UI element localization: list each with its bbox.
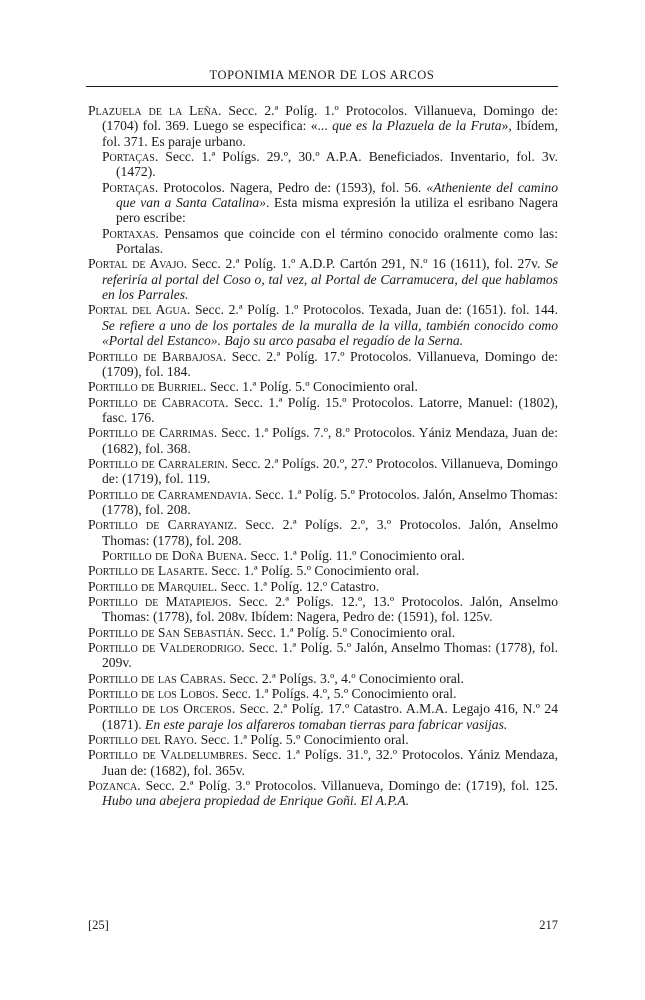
entry-text: . Secc. 1.ª Polígs. 29.º, 30.º A.P.A. Beneficiados. Inventario, fol. 3v. (1472). xyxy=(116,149,558,180)
entry-text: . Secc. 2.ª Polígs. 3.º, 4.º Conocimiento oral. xyxy=(222,670,464,686)
entry-text: . Secc. 2.ª Polígs. 20.º, 27.º Protocolos. Villanueva, Domingo de: (1719), fol. 119. xyxy=(102,455,558,487)
toponym-entry xyxy=(88,395,558,426)
entry-text: . Protocolos. Nagera, Pedro de: (1593), fol. 56. xyxy=(154,179,427,195)
toponym-entry xyxy=(88,256,558,302)
toponym-entry xyxy=(88,579,558,594)
header-rule xyxy=(86,86,558,87)
toponym-entry xyxy=(88,594,558,625)
entry-text: . Secc. 1.ª Polígs. 7.º, 8.º Protocolos. Yániz Mendaza, Juan de: (1682), fol. 368. xyxy=(102,425,558,456)
entry-text: . Pensamos que coincide con el término conocido oralmente como las: Portalas. xyxy=(116,225,558,257)
entry-headword: Portillo de Valderodrigo xyxy=(88,640,242,656)
entry-note: Se refiere a uno de los portales de la muralla de la villa, también conocido como «Portal del Estanco». Bajo su arco pasaba el regadío de la Serna. xyxy=(102,317,558,349)
entry-headword: Portillo de Carrayaniz xyxy=(88,517,234,533)
entry-note: «Atheniente del camino que van a Santa Catalina» xyxy=(116,179,558,211)
toponym-entry xyxy=(88,302,558,348)
entry-text: . Secc. 1.ª Polígs. 31.º, 32.º Protocolos. Yániz Mendaza, Juan de: (1682), fol. 365v. xyxy=(102,747,558,778)
entry-headword: Portillo de Lasarte xyxy=(88,563,205,579)
toponym-entry xyxy=(88,671,558,686)
entry-headword: Portillo de las Cabras xyxy=(88,670,223,686)
toponym-entry xyxy=(102,226,558,257)
entry-headword: Portillo de Doña Buena xyxy=(102,547,244,563)
entry-text: . Secc. 1.ª Políg. 5.º Conocimiento oral. xyxy=(240,624,456,640)
entry-headword: Portillo de los Lobos xyxy=(88,686,216,702)
entry-text: . Secc. 2.ª Políg. 3.º Protocolos. Villanueva, Domingo de: (1719), fol. 125. xyxy=(137,778,558,794)
toponym-entry xyxy=(88,686,558,701)
toponym-entry xyxy=(88,517,558,548)
entry-note: En este paraje los alfareros tomaban tierras para fabricar vasijas. xyxy=(145,716,508,732)
entry-text: . Secc. 2.ª Políg. 17.º Protocolos. Villanueva, Domingo de: (1709), fol. 184. xyxy=(102,348,559,379)
entry-text: . Secc. 1.ª Políg. 11.º Conocimiento oral. xyxy=(243,547,465,563)
entry-headword: Plazuela de la Leña xyxy=(88,103,219,118)
entry-headword: Portillo de Carramendavia xyxy=(88,486,248,502)
entry-text: . Secc. 2.ª Políg. 17.º Catastro. A.M.A. Legajo 416, N.º 24 (1871). xyxy=(102,701,558,732)
entry-text: . Secc. 1.ª Políg. 12.º Catastro. xyxy=(213,578,380,594)
entry-text: . Secc. 1.ª Políg. 5.º Conocimiento oral. xyxy=(204,563,420,579)
entry-headword: Portillo de Valdelumbres xyxy=(88,747,244,763)
entry-headword: Portillo de Barbajosa xyxy=(88,348,223,364)
entry-text: . Secc. 1.ª Políg. 15.º Protocolos. Latorre, Manuel: (1802), fasc. 176. xyxy=(102,394,558,425)
toponym-entry xyxy=(102,149,558,180)
toponym-entry xyxy=(102,180,558,226)
entry-headword: Portillo de Matapiejos xyxy=(88,594,229,609)
entry-text: . Esta misma expresión la utiliza el esribano Nagera pero escribe: xyxy=(116,195,558,226)
toponym-entry xyxy=(88,425,558,456)
entry-headword: Portal del Agua xyxy=(88,302,187,318)
entry-headword: Portillo de San Sebastián xyxy=(88,624,241,640)
toponym-entry xyxy=(88,563,558,578)
entry-headword: Portaças xyxy=(102,179,155,195)
entry-headword: Pozanca xyxy=(88,778,138,794)
toponym-entry xyxy=(88,487,558,518)
toponym-entry xyxy=(88,379,558,394)
entry-text: . Secc. 1.ª Políg. 5.º Conocimiento oral. xyxy=(193,732,409,748)
entry-text: . Secc. 1.ª Políg. 5.º Conocimiento oral. xyxy=(203,379,418,395)
entry-text: . Secc. 2.ª Polígs. 12.º, 13.º Protocolos. Jalón, Anselmo Thomas: (1778), fol. 208v. Ibídem: Nagera, Pedro de: (1591), fol. 125v. xyxy=(102,594,559,625)
toponym-entry xyxy=(88,747,558,778)
entry-headword: Portillo del Rayo xyxy=(88,732,194,748)
toponym-entry xyxy=(88,732,558,747)
entry-text: . Secc. 2.ª Políg. 1.º Protocolos. Texada, Juan de: (1651). fol. 144. xyxy=(186,302,558,318)
entry-note: que es la Plazuela de la Fruta xyxy=(332,118,502,134)
entry-headword: Portillo de los Orceros xyxy=(88,701,232,717)
entry-note: Se referiría al portal del Coso o, tal vez, al Portal de Carramucera, del que hablamos en los Parrales. xyxy=(102,256,558,303)
running-head: TOPONIMIA MENOR DE LOS ARCOS xyxy=(209,68,435,82)
toponym-entry xyxy=(88,103,558,149)
entry-headword: Portaxas xyxy=(102,225,156,241)
entry-text: . Secc. 1.ª Polígs. 4.º, 5.º Conocimiento oral. xyxy=(215,686,457,702)
entry-text: . Secc. 2.ª Políg. 1.º Protocolos. Villanueva, Domingo de: (1704) fol. 369. Luego se especifica: «... xyxy=(102,103,558,134)
entry-text: . Secc. 2.ª Polígs. 2.º, 3.º Protocolos. Jalón, Anselmo Thomas: (1778), fol. 208. xyxy=(102,517,558,548)
entry-headword: Portillo de Marquiel xyxy=(88,578,214,594)
entry-text: . Secc. 1.ª Políg. 5.º Jalón, Anselmo Thomas: (1778), fol. 209v. xyxy=(102,640,558,671)
toponym-entry xyxy=(88,640,558,671)
entry-headword: Portillo de Cabracota xyxy=(88,394,226,410)
entry-headword: Portillo de Carrimas xyxy=(88,425,214,441)
entry-list xyxy=(88,103,558,809)
entry-headword: Portillo de Carralerin xyxy=(88,455,225,471)
entry-text: », Ibídem, fol. 371. Es paraje urbano. xyxy=(102,118,558,149)
entry-text: . Secc. 1.ª Políg. 5.º Protocolos. Jalón, Anselmo Thomas: (1778), fol. 208. xyxy=(102,486,558,517)
entry-headword: Portaças xyxy=(102,149,155,165)
toponym-entry xyxy=(102,548,558,563)
toponym-entry xyxy=(88,456,558,487)
entry-headword: Portal de Avajo xyxy=(88,256,184,272)
toponym-entry xyxy=(88,625,558,640)
entry-headword: Portillo de Burriel xyxy=(88,379,204,395)
footer-bracket-number: [25] xyxy=(88,918,109,932)
entry-text: . Secc. 2.ª Políg. 1.º A.D.P. Cartón 291, N.º 16 (1611), fol. 27v. xyxy=(183,256,546,272)
page-number: 217 xyxy=(539,918,558,932)
toponym-entry xyxy=(88,701,558,732)
toponym-entry xyxy=(88,349,558,380)
toponym-entry xyxy=(88,778,558,809)
entry-note: Hubo una abejera propiedad de Enrique Goñi. El A.P.A. xyxy=(102,793,410,809)
